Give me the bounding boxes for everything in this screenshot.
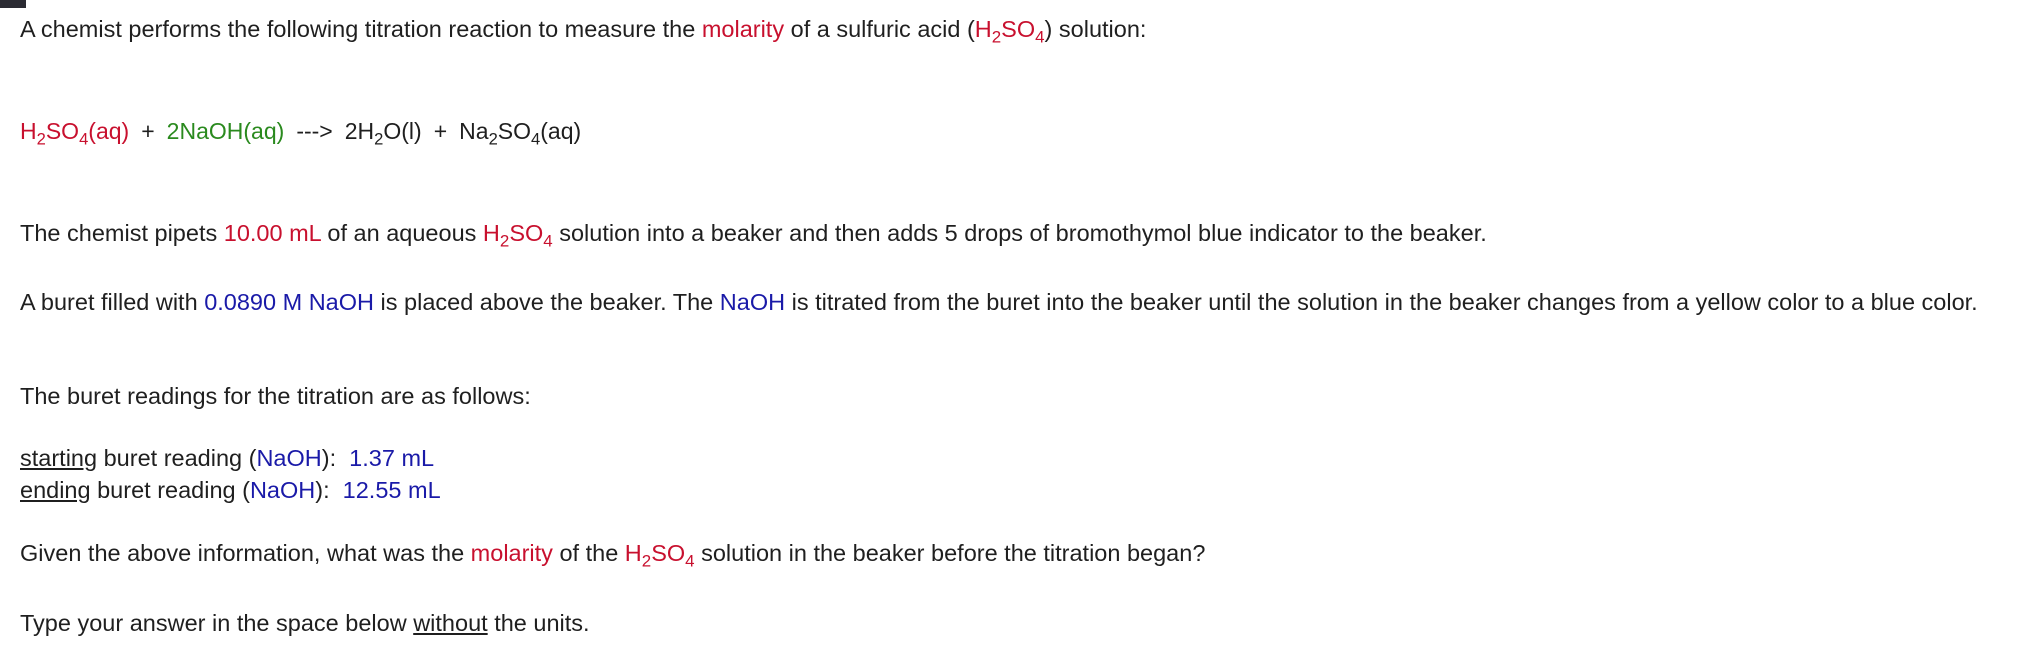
reaction-equation bbox=[20, 116, 581, 147]
intro-molarity: molarity bbox=[701, 16, 785, 42]
intro-text-2: of a sulfuric acid ( bbox=[784, 16, 975, 42]
equation-h2so4: $H_2SO_4(aq)$ bbox=[20, 118, 130, 149]
buret-text-1: A buret filled with bbox=[20, 289, 205, 315]
equation-arrow: ---> bbox=[296, 118, 333, 144]
starting-value: 1.37 mL bbox=[349, 445, 435, 471]
equation-naoh: 2NaOH(aq) bbox=[166, 118, 285, 144]
intro-paragraph bbox=[20, 14, 1146, 45]
buret-text-3: is titrated from the buret into the beaker until the solution in the beaker changes from a yellow color to a blue color. bbox=[785, 289, 1978, 315]
buret-naoh: NaOH bbox=[719, 289, 786, 315]
intro-acid-formula: $H_2SO_4$ bbox=[974, 16, 1045, 47]
starting-reading-line bbox=[20, 443, 434, 474]
buret-concentration: 0.0890 M NaOH bbox=[204, 289, 374, 315]
ending-text: buret reading ( bbox=[90, 477, 250, 503]
readings-intro: The buret readings for the titration are as follows: bbox=[20, 383, 531, 409]
instruction-without: without bbox=[413, 610, 488, 636]
starting-close: ): bbox=[321, 445, 337, 471]
question-text-1: Given the above information, what was the bbox=[20, 540, 471, 566]
buret-paragraph bbox=[20, 287, 1995, 318]
corner-tab-mark bbox=[0, 0, 26, 8]
question-text-2: of the bbox=[552, 540, 625, 566]
starting-naoh: NaOH bbox=[256, 445, 322, 471]
starting-word: starting bbox=[20, 445, 98, 471]
ending-naoh: NaOH bbox=[249, 477, 316, 503]
instruction-text-2: the units. bbox=[487, 610, 590, 636]
starting-text: buret reading ( bbox=[97, 445, 257, 471]
equation-plus-1: + bbox=[141, 118, 155, 144]
ending-close: ): bbox=[315, 477, 330, 503]
pipet-paragraph bbox=[20, 218, 1487, 249]
pipet-acid-formula: $H_2SO_4$ bbox=[482, 220, 553, 251]
buret-text-2: is placed above the beaker. The bbox=[374, 289, 720, 315]
question-acid-formula: $H_2SO_4$ bbox=[624, 540, 695, 571]
pipet-volume: 10.00 mL bbox=[223, 220, 321, 246]
question-molarity: molarity bbox=[470, 540, 553, 566]
ending-reading-line bbox=[20, 475, 441, 506]
pipet-text-1: The chemist pipets bbox=[20, 220, 224, 246]
ending-value: 12.55 mL bbox=[342, 477, 441, 503]
equation-na2so4: $Na_2SO_4(aq)$ bbox=[459, 118, 582, 149]
pipet-text-3: solution into a beaker and then adds 5 drops of bromothymol blue indicator to the beaker. bbox=[552, 220, 1487, 246]
instruction-text-1: Type your answer in the space below bbox=[20, 610, 414, 636]
equation-water: $2H_2O(l)$ bbox=[344, 118, 422, 149]
intro-text-3: ) solution: bbox=[1044, 16, 1147, 42]
pipet-text-2: of an aqueous bbox=[320, 220, 483, 246]
question-paragraph bbox=[20, 538, 1205, 569]
ending-word: ending bbox=[20, 477, 91, 503]
answer-instruction bbox=[20, 608, 590, 639]
intro-text-1: A chemist performs the following titration reaction to measure the bbox=[20, 16, 702, 42]
equation-plus-2: + bbox=[433, 118, 448, 144]
question-text-3: solution in the beaker before the titration began? bbox=[694, 540, 1206, 566]
